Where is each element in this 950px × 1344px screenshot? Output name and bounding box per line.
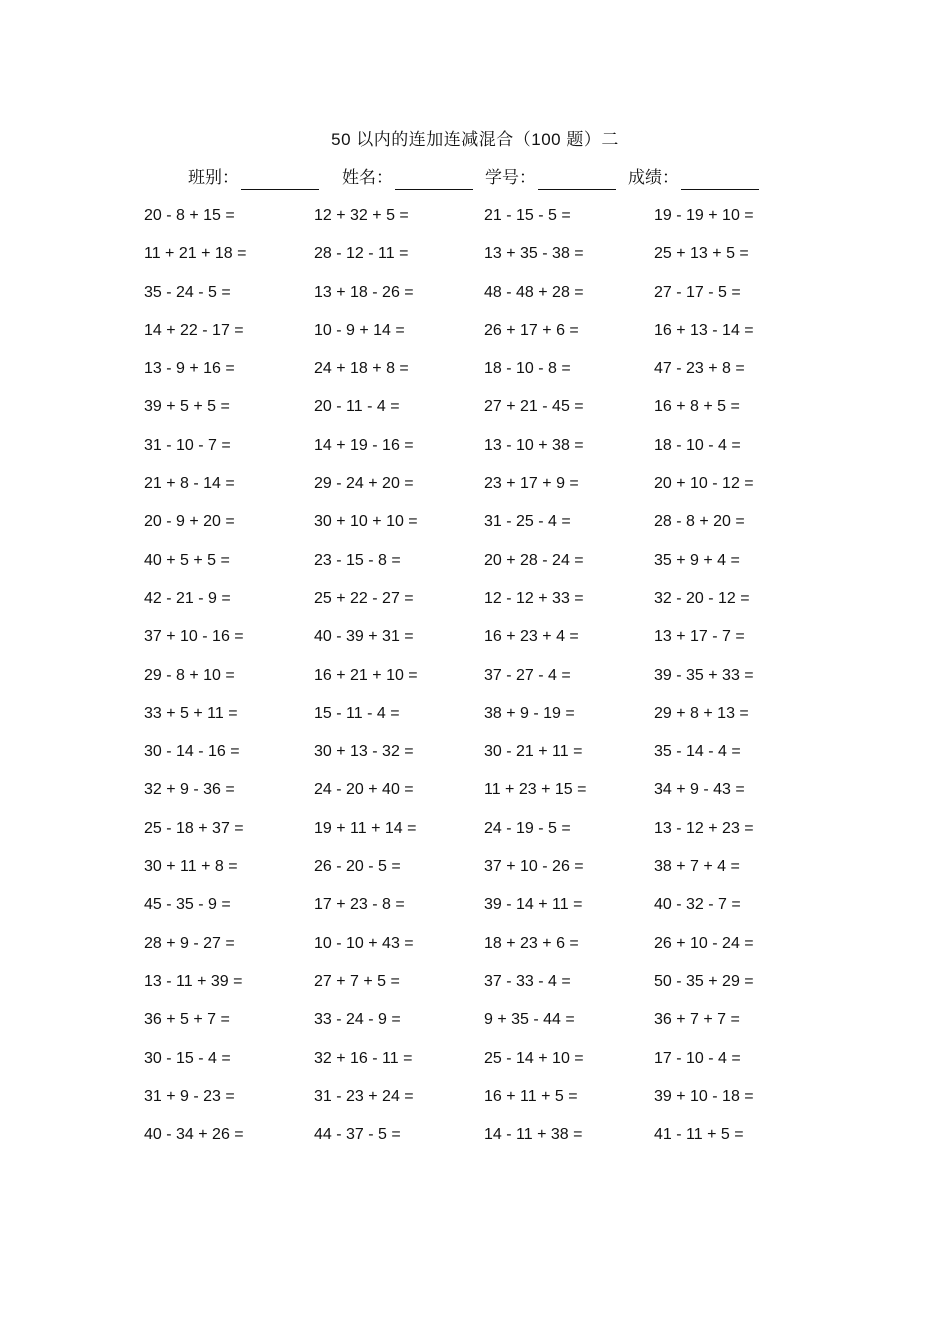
math-problem: 26 + 17 + 6 = [484,321,579,339]
math-problem: 16 + 13 - 14 = [654,321,754,339]
class-blank[interactable] [241,169,319,190]
math-problem: 12 - 12 + 33 = [484,589,584,607]
math-problem: 27 + 7 + 5 = [314,972,400,990]
problem-row [144,1008,844,1046]
math-problem: 25 + 22 - 27 = [314,589,414,607]
math-problem: 10 - 10 + 43 = [314,934,414,952]
problem-row [144,664,844,702]
math-problem: 48 - 48 + 28 = [484,283,584,301]
problem-row [144,357,844,395]
math-problem: 20 + 10 - 12 = [654,475,754,493]
math-problem: 19 + 11 + 14 = [314,819,417,837]
math-problem: 30 + 13 - 32 = [314,743,414,761]
math-problem: 13 + 17 - 7 = [654,628,745,646]
math-problem: 40 - 39 + 31 = [314,628,414,646]
problem-row [144,1123,844,1161]
math-problem: 21 + 8 - 14 = [144,475,235,493]
math-problem: 18 - 10 - 4 = [654,436,741,454]
math-problem: 14 + 22 - 17 = [144,321,244,339]
math-problem: 29 + 8 + 13 = [654,704,749,722]
problem-row [144,395,844,433]
math-problem: 16 + 11 + 5 = [484,1087,578,1105]
math-problem: 11 + 23 + 15 = [484,781,587,799]
math-problem: 13 - 11 + 39 = [144,972,243,990]
math-problem: 41 - 11 + 5 = [654,1126,744,1144]
student-id-blank[interactable] [538,169,616,190]
math-problem: 16 + 23 + 4 = [484,628,579,646]
score-field [628,166,759,190]
student-id-label: 学号： [485,168,536,187]
math-problem: 24 - 19 - 5 = [484,819,571,837]
problem-row [144,740,844,778]
math-problem: 26 - 20 - 5 = [314,858,401,876]
math-problem: 13 - 9 + 16 = [144,360,235,378]
problem-row [144,204,844,242]
math-problem: 30 - 15 - 4 = [144,1049,231,1067]
math-problem: 13 - 10 + 38 = [484,436,584,454]
math-problem: 30 + 11 + 8 = [144,858,238,876]
math-problem: 13 - 12 + 23 = [654,819,754,837]
problem-row [144,817,844,855]
problem-row [144,242,844,280]
math-problem: 20 + 28 - 24 = [484,551,584,569]
math-problem: 37 + 10 - 16 = [144,628,244,646]
math-problem: 30 + 10 + 10 = [314,513,418,531]
math-problem: 31 - 23 + 24 = [314,1087,414,1105]
math-problem: 38 + 9 - 19 = [484,704,575,722]
math-problem: 20 - 11 - 4 = [314,398,400,416]
math-problem: 34 + 9 - 43 = [654,781,745,799]
math-problem: 18 - 10 - 8 = [484,360,571,378]
math-problem: 16 + 21 + 10 = [314,666,418,684]
name-blank[interactable] [395,169,473,190]
math-problem: 27 + 21 - 45 = [484,398,584,416]
math-problem: 23 + 17 + 9 = [484,475,579,493]
math-problem: 14 - 11 + 38 = [484,1126,583,1144]
math-problem: 25 - 18 + 37 = [144,819,244,837]
math-problem: 39 - 35 + 33 = [654,666,754,684]
math-problem: 28 + 9 - 27 = [144,934,235,952]
problem-row [144,1085,844,1123]
math-problem: 37 - 27 - 4 = [484,666,571,684]
score-blank[interactable] [681,169,759,190]
math-problem: 13 + 18 - 26 = [314,283,414,301]
math-problem: 25 - 14 + 10 = [484,1049,584,1067]
math-problem: 20 - 8 + 15 = [144,207,235,224]
problem-row [144,319,844,357]
problem-row [144,970,844,1008]
math-problem: 15 - 11 - 4 = [314,704,400,722]
math-problem: 35 - 24 - 5 = [144,283,231,301]
problem-row [144,778,844,816]
student-id-field [485,166,616,190]
math-problem: 39 - 14 + 11 = [484,896,583,914]
math-problem: 29 - 24 + 20 = [314,475,414,493]
class-label: 班别： [188,168,239,187]
math-problem: 25 + 13 + 5 = [654,245,749,263]
problem-grid [144,204,844,1161]
math-problem: 37 + 10 - 26 = [484,858,584,876]
math-problem: 32 + 9 - 36 = [144,781,235,799]
math-problem: 45 - 35 - 9 = [144,896,231,914]
math-problem: 50 - 35 + 29 = [654,972,754,990]
math-problem: 17 - 10 - 4 = [654,1049,741,1067]
math-problem: 24 - 20 + 40 = [314,781,414,799]
math-problem: 12 + 32 + 5 = [314,207,409,224]
problem-row [144,587,844,625]
problem-row [144,932,844,970]
math-problem: 33 + 5 + 11 = [144,704,238,722]
math-problem: 31 + 9 - 23 = [144,1087,235,1105]
problem-row [144,1047,844,1085]
problem-row [144,855,844,893]
math-problem: 16 + 8 + 5 = [654,398,740,416]
problem-row [144,472,844,510]
math-problem: 18 + 23 + 6 = [484,934,579,952]
problem-row [144,625,844,663]
math-problem: 28 - 12 - 11 = [314,245,409,263]
math-problem: 44 - 37 - 5 = [314,1126,401,1144]
math-problem: 10 - 9 + 14 = [314,321,405,339]
math-problem: 20 - 9 + 20 = [144,513,235,531]
math-problem: 26 + 10 - 24 = [654,934,754,952]
problem-row [144,549,844,587]
math-problem: 28 - 8 + 20 = [654,513,745,531]
class-field [188,166,319,190]
math-problem: 13 + 35 - 38 = [484,245,584,263]
math-problem: 40 + 5 + 5 = [144,551,230,569]
math-problem: 39 + 5 + 5 = [144,398,230,416]
name-field [342,166,473,190]
math-problem: 32 + 16 - 11 = [314,1049,413,1067]
math-problem: 11 + 21 + 18 = [144,245,247,263]
problem-row [144,702,844,740]
math-problem: 47 - 23 + 8 = [654,360,745,378]
math-problem: 42 - 21 - 9 = [144,589,231,607]
problem-row [144,510,844,548]
score-label: 成绩： [628,168,679,187]
worksheet-title: 50 以内的连加连减混合（100 题）二 [331,130,619,149]
name-label: 姓名： [342,168,393,187]
math-problem: 30 - 14 - 16 = [144,743,240,761]
math-problem: 36 + 7 + 7 = [654,1011,740,1029]
math-problem: 32 - 20 - 12 = [654,589,750,607]
problem-row [144,434,844,472]
math-problem: 23 - 15 - 8 = [314,551,401,569]
math-problem: 19 - 19 + 10 = [654,207,754,224]
math-problem: 35 + 9 + 4 = [654,551,740,569]
math-problem: 17 + 23 - 8 = [314,896,405,914]
math-problem: 31 - 10 - 7 = [144,436,231,454]
math-problem: 39 + 10 - 18 = [654,1087,754,1105]
math-problem: 29 - 8 + 10 = [144,666,235,684]
math-problem: 9 + 35 - 44 = [484,1011,575,1029]
math-problem: 33 - 24 - 9 = [314,1011,401,1029]
math-problem: 36 + 5 + 7 = [144,1011,230,1029]
math-problem: 21 - 15 - 5 = [484,207,571,224]
math-problem: 30 - 21 + 11 = [484,743,583,761]
problem-row [144,281,844,319]
math-problem: 40 - 34 + 26 = [144,1126,244,1144]
problem-row [144,893,844,931]
math-problem: 37 - 33 - 4 = [484,972,571,990]
math-problem: 14 + 19 - 16 = [314,436,414,454]
math-problem: 35 - 14 - 4 = [654,743,741,761]
math-problem: 38 + 7 + 4 = [654,858,740,876]
math-problem: 24 + 18 + 8 = [314,360,409,378]
math-problem: 40 - 32 - 7 = [654,896,741,914]
math-problem: 31 - 25 - 4 = [484,513,571,531]
math-problem: 27 - 17 - 5 = [654,283,741,301]
